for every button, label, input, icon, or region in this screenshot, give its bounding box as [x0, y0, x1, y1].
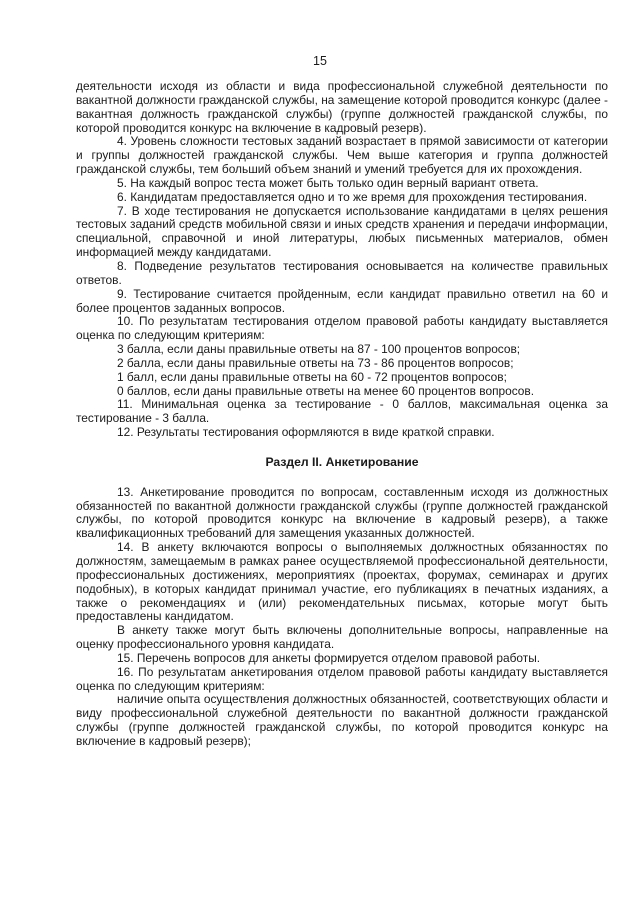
- paragraph-item-10: 10. По результатам тестирования отделом правовой работы кандидату выставляется оценка по следующим критериям:: [76, 314, 608, 343]
- paragraph-item-8: 8. Подведение результатов тестирования основывается на количестве правильных ответов.: [76, 258, 608, 287]
- criterion-0-points: 0 баллов, если даны правильные ответы на менее 60 процентов вопросов.: [117, 383, 535, 398]
- paragraph-item-5: 5. На каждый вопрос теста может быть только один верный вариант ответа.: [117, 175, 539, 190]
- paragraph-item-14: 14. В анкету включаются вопросы о выполняемых должностных обязанностях по должностям, замещаемым в рамках ранее осуществляемой профессиональной деятельности, профессиональных достижениях, мероприятиях (проектах, форумах, семинарах и других подобных), в которых кандидат принимал участие, его публикациях в печатных изданиях, а также о рекомендациях и (или) рекомендательных письмах, которые могут быть предоставлены кандидатом.: [76, 540, 608, 624]
- paragraph-item-16: 16. По результатам анкетирования отделом правовой работы кандидату выставляется оценка по следующим критериям:: [76, 664, 608, 693]
- paragraph-item-6: 6. Кандидатам предоставляется одно и то же время для прохождения тестирования.: [117, 189, 588, 204]
- criterion-3-points: 3 балла, если даны правильные ответы на 87 - 100 процентов вопросов;: [117, 342, 521, 357]
- criterion-2-points: 2 балла, если даны правильные ответы на 73 - 86 процентов вопросов;: [117, 355, 514, 370]
- paragraph-item-4: 4. Уровень сложности тестовых заданий возрастает в прямой зависимости от категории и группы должностей гражданской службы. Чем выше категория и группа должностей гражданской службы, тем больший объем знаний и умений требуется для их прохождения.: [76, 134, 608, 177]
- paragraph-item-12: 12. Результаты тестирования оформляются в виде краткой справки.: [117, 425, 495, 440]
- page-number: 15: [313, 54, 327, 68]
- paragraph-additional-questions: В анкету также могут быть включены дополнительные вопросы, направленные на оценку профессионального уровня кандидата.: [76, 623, 608, 652]
- paragraph-item-7: 7. В ходе тестирования не допускается использование кандидатами в целях решения тестовых заданий средств мобильной связи и иных средств хранения и передачи информации, специальной, справочной и иной литературы, любых письменных материалов, обмен информацией между кандидатами.: [76, 203, 608, 260]
- paragraph-continuation: деятельности исходя из области и вида профессиональной служебной деятельности по вакантной должности гражданской службы, на замещение которой проводится конкурс (далее - вакантная должность гражданской службы) (группе должностей гражданской службы, по которой проводится конкурс на включение в кадровый резерв).: [76, 79, 608, 135]
- section-heading: Раздел II. Анкетирование: [265, 454, 419, 469]
- paragraph-item-11: 11. Минимальная оценка за тестирование - 0 баллов, максимальная оценка за тестирование - 3 балла.: [76, 397, 608, 426]
- document-body: [76, 80, 608, 749]
- paragraph-item-13: 13. Анкетирование проводится по вопросам, составленным исходя из должностных обязанностей по вакантной должности гражданской службы (группе должностей гражданской службы, по которой проводится конкурс на включение в кадровый резерв), а также квалификационных требований для замещения указанных должностей.: [76, 484, 608, 541]
- paragraph-item-9: 9. Тестирование считается пройденным, если кандидат правильно ответил на 60 и более процентов заданных вопросов.: [76, 286, 608, 315]
- criterion-experience: наличие опыта осуществления должностных обязанностей, соответствующих области и виду профессиональной служебной деятельности по вакантной должности гражданской службы (группе должностей гражданской службы, по которой проводится конкурс на включение в кадровый резерв);: [76, 692, 608, 748]
- paragraph-item-15: 15. Перечень вопросов для анкеты формируется отделом правовой работы.: [117, 650, 541, 665]
- criterion-1-point: 1 балл, если даны правильные ответы на 60 - 72 процентов вопросов;: [117, 369, 507, 384]
